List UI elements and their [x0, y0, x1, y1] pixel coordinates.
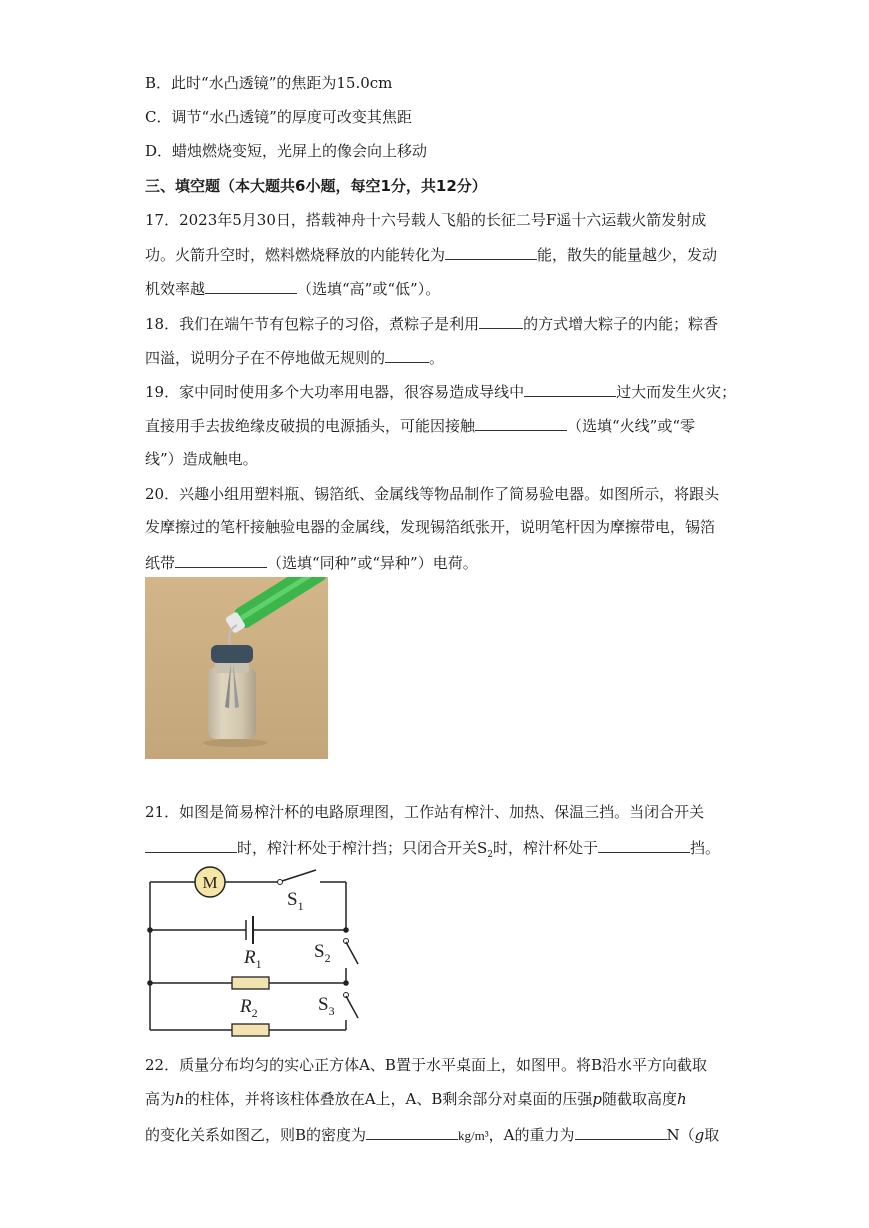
- q22-var: g: [694, 1126, 705, 1144]
- electroscope-photo: [145, 577, 328, 759]
- q22-line3: [145, 1123, 719, 1146]
- q18-text: 。: [429, 349, 445, 367]
- motor-label: M: [202, 873, 218, 892]
- q22-text: 高为: [145, 1090, 176, 1108]
- option-d: D．蜡烛燃烧变短，光屏上的像会向上移动: [145, 142, 428, 160]
- answer-blank[interactable]: [475, 414, 567, 431]
- q22-text: 的柱体，并将该柱体叠放在A上，A、B剩余部分对桌面的压强: [184, 1090, 593, 1108]
- answer-blank[interactable]: [145, 836, 237, 853]
- q22-text: N（: [666, 1126, 695, 1144]
- q21-line2: [145, 836, 720, 865]
- q19-text: 过大而发生火灾；: [616, 383, 737, 401]
- answer-blank[interactable]: [598, 836, 690, 853]
- s2-label: $S_2$: [314, 941, 331, 965]
- q21-line1: 21．如图是简易榨汁杯的电路原理图，工作站有榨汁、加热、保温三挡。当闭合开关: [145, 803, 705, 821]
- q19-line2: [145, 414, 695, 436]
- q19-text: 直接用手去拔绝缘皮破损的电源插头，可能因接触: [145, 417, 476, 435]
- q17-text: 机效率越: [145, 280, 206, 298]
- q19-text: 19．家中同时使用多个大功率用电器，很容易造成导线中: [145, 383, 525, 401]
- answer-blank[interactable]: [175, 551, 267, 568]
- q22-unit: kg/m³: [458, 1128, 489, 1143]
- q17-line2: [145, 243, 717, 265]
- q22-text: ，A的重力为: [488, 1126, 575, 1144]
- q22-var: h: [677, 1090, 687, 1108]
- q20-line1: 20．兴趣小组用塑料瓶、锡箔纸、金属线等物品制作了简易验电器。如图所示，将跟头: [145, 485, 720, 503]
- q22-text: 随截取高度: [602, 1090, 678, 1108]
- option-c: C．调节“水凸透镜”的厚度可改变其焦距: [145, 108, 412, 126]
- q17-text: 能，散失的能量越少，发动: [537, 246, 718, 264]
- answer-blank[interactable]: [385, 346, 429, 363]
- q22-line1: 22．质量分布均匀的实心正方体A、B置于水平桌面上，如图甲。将B沿水平方向截取: [145, 1056, 707, 1074]
- q19-line3: 线”）造成触电。: [145, 450, 258, 468]
- q18-line2: [145, 346, 444, 368]
- circuit-diagram: [140, 862, 370, 1042]
- r1-label: $R_1$: [244, 947, 262, 971]
- q17-text: （选填“高”或“低”）。: [297, 280, 441, 298]
- answer-blank[interactable]: [479, 312, 523, 329]
- q17-line3: [145, 277, 440, 299]
- s1-label: $S_1$: [287, 889, 304, 913]
- q17-line1: 17．2023年5月30日，搭载神舟十六号载人飞船的长征二号F遥十六运载火箭发射成: [145, 211, 707, 229]
- q22-var: p: [592, 1090, 602, 1108]
- answer-blank[interactable]: [205, 277, 297, 294]
- q21-text: 挡。: [690, 839, 721, 857]
- answer-blank[interactable]: [366, 1123, 458, 1140]
- q18-text: 四溢，说明分子在不停地做无规则的: [145, 349, 386, 367]
- q21-text: 时，榨汁杯处于榨汁挡；只闭合开关S: [237, 839, 488, 857]
- r2-label: $R_2$: [240, 996, 258, 1020]
- q21-text: 时，榨汁杯处于: [493, 839, 599, 857]
- answer-blank[interactable]: [524, 380, 616, 397]
- option-b: B．此时“水凸透镜”的焦距为15.0cm: [145, 74, 393, 92]
- q20-text: （选填“同种”或“异种”）电荷。: [267, 554, 478, 572]
- q19-text: （选填“火线”或“零: [567, 417, 696, 435]
- q22-line2: [145, 1089, 687, 1109]
- q18-line1: [145, 312, 718, 334]
- q22-text: 取: [704, 1126, 720, 1144]
- answer-blank[interactable]: [575, 1123, 667, 1140]
- q22-var: h: [175, 1090, 185, 1108]
- s3-label: $S_3$: [318, 994, 335, 1018]
- section-title: 三、填空题（本大题共6小题，每空1分，共12分）: [145, 177, 487, 195]
- q20-line2: 发摩擦过的笔杆接触验电器的金属线，发现锡箔纸张开，说明笔杆因为摩擦带电，锡箔: [145, 518, 716, 536]
- q20-text: 纸带: [145, 554, 176, 572]
- answer-blank[interactable]: [445, 243, 537, 260]
- q20-line3: [145, 551, 478, 573]
- q18-text: 18．我们在端午节有包粽子的习俗，煮粽子是利用: [145, 315, 480, 333]
- q18-text: 的方式增大粽子的内能；粽香: [523, 315, 719, 333]
- q17-text: 功。火箭升空时，燃料燃烧释放的内能转化为: [145, 246, 446, 264]
- q19-line1: [145, 380, 736, 402]
- q21-subscript: 2: [487, 850, 494, 860]
- q22-text: 的变化关系如图乙，则B的密度为: [145, 1126, 367, 1144]
